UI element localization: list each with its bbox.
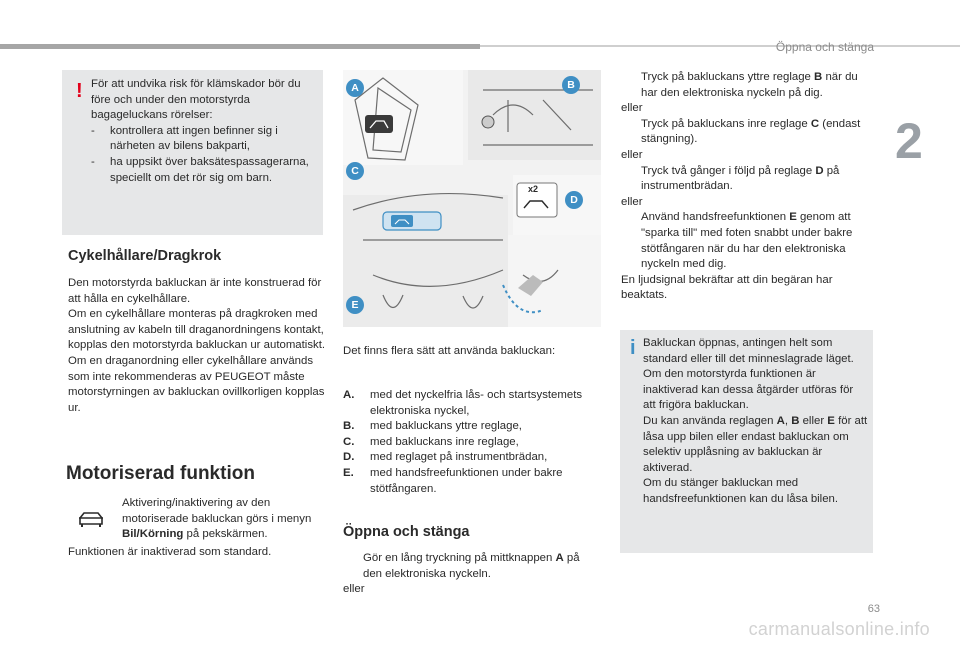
step-item: Gör en lång tryckning på mittknappen A på den elektroniska nyckeln. — [363, 552, 580, 580]
callout-c: C — [346, 162, 364, 180]
info-text — [643, 336, 868, 508]
step-item: Tryck två gånger i följd på reglage D på instrumentbrädan. — [641, 164, 840, 193]
header-rule — [0, 44, 480, 49]
list-item: D. med reglaget på instrumentbrädan, — [343, 451, 548, 464]
warning-bullet: - kontrollera att ingen befinner sig i närheten av bilens bakparti, — [91, 124, 278, 153]
page-number: 63 — [867, 603, 880, 615]
list-item: A. med det nyckelfria lås- och startsystemets elektroniska nyckel, — [343, 389, 583, 417]
activation-text: Aktivering/inaktivering av den motoriserade bakluckan görs i menyn Bil/Körning på pekskärmen. — [122, 497, 312, 541]
running-head: Öppna och stänga — [775, 40, 874, 54]
car-settings-icon — [77, 509, 105, 529]
methods-intro: Det finns flera sätt att använda bakluckan: — [343, 345, 556, 357]
step-item: Använd handsfreefunktionen E genom att "sparka till" med foten snabbt under bakre stötfångaren när du har den elektroniska nyckeln med dig. — [641, 211, 853, 271]
step-item: Tryck på bakluckans inre reglage C (endast stängning). — [641, 117, 861, 146]
watermark: carmanualsonline.info — [748, 619, 930, 639]
info-paragraph: Om den motorstyrda funktionen är inaktiverad kan dessa åtgärder utföras för att frigöra bakluckan. — [643, 368, 854, 412]
warning-icon: ! — [76, 80, 83, 102]
info-paragraph: Bakluckan öppnas, antingen helt som standard eller till det minneslagrade läget. — [643, 337, 854, 365]
tailgate-illustration — [343, 70, 601, 327]
open-steps — [343, 551, 601, 598]
or-text: eller — [621, 102, 643, 115]
default-text: Funktionen är inaktiverad som standard. — [68, 546, 272, 558]
warning-bullet: - ha uppsikt över baksätespassagerarna, speciellt om det rör sig om barn. — [91, 155, 309, 184]
menu-name: Bil/Körning — [122, 528, 184, 541]
step-item: Tryck på bakluckans yttre reglage B när du har den elektroniska nyckeln på dig. — [641, 71, 858, 99]
list-item: C. med bakluckans inre reglage, — [343, 435, 519, 448]
callout-d: D — [565, 191, 583, 209]
double-press-badge: x2 — [528, 184, 539, 194]
warning-text — [91, 77, 321, 186]
warning-intro: För att undvika risk för klämskador bör du före och under den motorstyrda bagageluckans rörelser: — [91, 78, 301, 122]
list-item: B. med bakluckans yttre reglage, — [343, 420, 522, 433]
methods-list — [343, 388, 603, 497]
info-icon: i — [630, 337, 636, 359]
open-steps-continued — [621, 70, 875, 304]
or-text: eller — [621, 195, 643, 208]
section-title-oppna: Öppna och stänga — [343, 524, 470, 540]
callout-e: E — [346, 296, 364, 314]
info-paragraph: Du kan använda reglagen A, B eller E för att låsa upp bilen eller endast bakluckan om selektiv upplåsning av bakluckan är aktiverad. — [643, 414, 868, 474]
section-title-cykel: Cykelhållare/Dragkrok — [68, 248, 222, 264]
header-rule-thin — [480, 45, 960, 47]
or-text: eller — [621, 148, 643, 161]
confirm-text: En ljudsignal bekräftar att din begäran har beaktats. — [621, 273, 833, 302]
section-title-motor: Motoriserad funktion — [66, 463, 255, 484]
chapter-number: 2 — [895, 113, 923, 169]
or-text: eller — [343, 583, 365, 596]
callout-b: B — [562, 76, 580, 94]
list-item: E. med handsfreefunktionen under bakre stötfångaren. — [343, 466, 563, 495]
cykel-text: Den motorstyrda bakluckan är inte konstruerad för att hålla en cykelhållare. Om en cykelhållare monteras på dragkroken med anslutning av kabeln till draganordningens kontakt, kopplas den motorstyrda bakluckan ur automatiskt. Om en draganordning eller cykelhållare används som inte rekommenderas av PEUGEOT måste motorstyrningen av bakluckan ovillkorligen kopplas ur. — [68, 277, 326, 414]
info-paragraph: Om du stänger bakluckan med handsfreefunktionen kan du låsa bilen. — [643, 477, 839, 505]
callout-a: A — [346, 79, 364, 97]
